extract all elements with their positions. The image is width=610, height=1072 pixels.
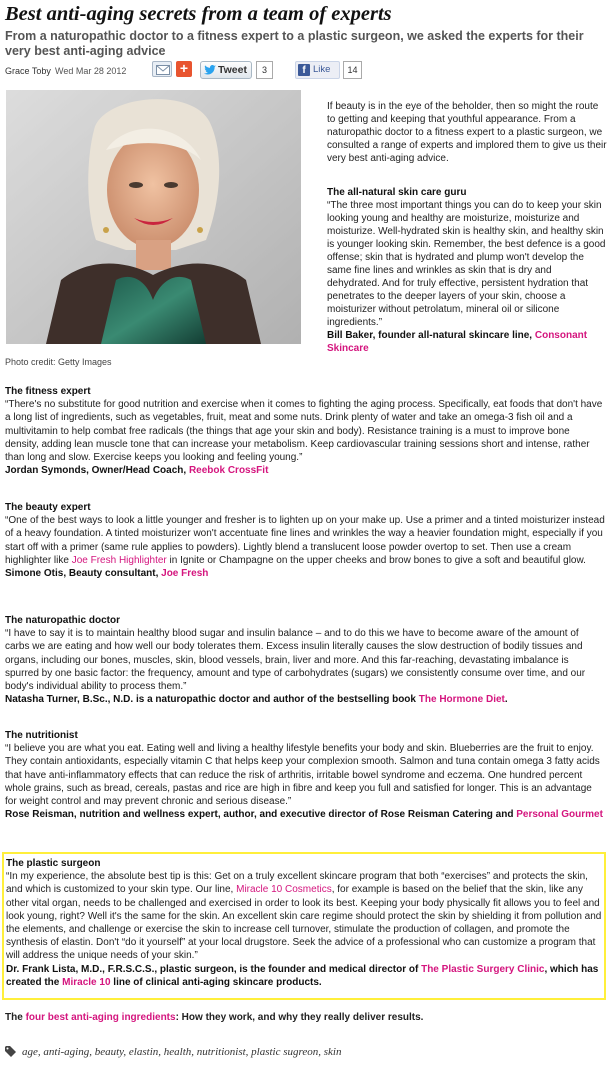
portrait-image (6, 90, 301, 344)
plastic-surgery-clinic-link[interactable]: The Plastic Surgery Clinic (421, 963, 545, 975)
article-subtitle: From a naturopathic doctor to a fitness expert to a plastic surgeon, we asked the experts for their very best anti-aging advice (5, 29, 584, 58)
section-signature: Dr. Frank Lista, M.D., F.R.S.C.S., plastic surgeon, is the founder and medical director of The Plastic Surgery Clinic, which has created the Miracle 10 line of clinical anti-aging skincare products. (6, 963, 599, 988)
intro-paragraph: If beauty is in the eye of the beholder, then so might the route to getting and keeping that youthful appearance. From a naturopathic doctor to a fitness expert to a plastic surgeon, we consulted a range of experts and implored them to give us their very best anti-aging advice. (327, 101, 607, 164)
section-signature: Rose Reisman, nutrition and wellness expert, author, and executive director of Rose Reisman Catering and Personal Gourmet (5, 809, 603, 821)
hormone-diet-link[interactable]: The Hormone Diet (418, 694, 505, 706)
tweet-label: Tweet (218, 64, 247, 76)
section-signature: Simone Otis, Beauty consultant, Joe Fresh (5, 568, 209, 580)
article-photo[interactable] (6, 90, 301, 344)
envelope-icon (156, 65, 170, 75)
facebook-icon: f (298, 64, 310, 76)
section-heading: The nutritionist (5, 730, 78, 741)
section-heading: The plastic surgeon (6, 858, 101, 869)
section-heading: The beauty expert (5, 502, 91, 513)
like-label: Like (313, 64, 331, 75)
tweet-button[interactable] (200, 61, 252, 79)
like-count: 14 (343, 61, 362, 79)
publish-date: Wed Mar 28 2012 (55, 66, 127, 76)
section-signature: Natasha Turner, B.Sc., N.D. is a naturopathic doctor and author of the bestselling book The Hormone Diet. (5, 694, 508, 706)
section-naturopathic (5, 614, 605, 706)
author-name[interactable]: Grace Toby (5, 66, 51, 76)
miracle-10-cosmetics-link[interactable]: Miracle 10 Cosmetics (236, 884, 332, 896)
section-plastic-surgeon (2, 852, 606, 1000)
email-share-button[interactable] (152, 61, 172, 77)
section-quote: “I believe you are what you eat. Eating well and living a healthy lifestyle benefits your body and skin. Blueberries are the fruit to enjoy. They contain antioxidants, especially vitamin C that helps keep your complexion smooth. Salmon and tuna contain omega 3 fatty acids that have anti-inflammatory effects that can reduce the risk of arthritis, irritable bowel syndrome and eczema. One hundred percent whole grains, such as bread, cereals, pastas and rice are high in fibre and keep you full and satisfied for longer. This is an advantage for weight control and may prevent chronic and serious disease.” (5, 743, 600, 808)
article-title: Best anti-aging secrets from a team of experts (5, 3, 392, 25)
section-signature: Jordan Symonds, Owner/Head Coach, Reebok CrossFit (5, 465, 269, 477)
plus-icon: + (179, 60, 189, 76)
plus-share-button[interactable] (176, 61, 192, 77)
personal-gourmet-link[interactable]: Personal Gourmet (516, 809, 603, 821)
consonant-skincare-link[interactable]: Consonant Skincare (327, 330, 588, 354)
section-heading: The all-natural skin care guru (327, 187, 467, 198)
section-quote: “One of the best ways to look a little younger and fresher is to lighten up on your make up. Use a primer and a tinted moisturizer instead of a heavy foundation. A tinted moisturizer won't accentuate fine lines and wrinkles the way a heavier foundation might, especially if you start off with a primer (same rule applies to powders). Lightly blend a translucent loose powder overtop to set. Then use a cream highlighter like Joe Fresh Highlighter in Ignite or Champagne on the upper cheeks and brow bones to give a soft and beautiful glow. (5, 515, 605, 566)
reebok-crossfit-link[interactable]: Reebok CrossFit (188, 465, 269, 477)
section-quote: “I have to say it is to maintain healthy blood sugar and insulin balance – and to do this we have to become aware of the amount of carbs we are eating and how well our body tolerates them. Excess insulin literally causes the slow destruction of bodily tissues and organs, including our bones, muscles, skin, blood vessels, brain, liver and more. And this far-reaching, devastating imbalance is spurred by one basic factor: the frequency, amount and type of carbohydrates (sugars) we consistently consume over time, and our body's individual ability to process them.” (5, 628, 586, 693)
tweet-count: 3 (256, 61, 273, 79)
tag-list[interactable] (5, 1046, 605, 1059)
joe-fresh-highlighter-link[interactable]: Joe Fresh Highlighter (71, 554, 167, 566)
related-article-line: The four best anti-aging ingredients: How they work, and why they really deliver results. (5, 1012, 424, 1023)
facebook-like-button[interactable] (295, 61, 340, 79)
photo-credit: Photo credit: Getty Images (5, 357, 112, 367)
tag-icon (5, 1046, 17, 1057)
section-beauty (5, 501, 605, 580)
twitter-bird-icon (204, 65, 216, 75)
section-skincare (327, 186, 607, 355)
byline (5, 61, 605, 79)
section-fitness (5, 385, 605, 477)
miracle-10-link[interactable]: Miracle 10 (62, 976, 111, 988)
section-quote: “In my experience, the absolute best tip is this: Get on a truly excellent skincare program that both “exercises” and protects the skin, and which is customized to your skin type. Our line, Miracle 10 Cosmetics, for example is based on the belief that the skin, like any other vital organ, needs to be challenged and exercised in order to look its best. Keeping your body physically fit allows you to feel and look young, right? Well it's the same for the skin. An excellent skin care regime should protect the skin by shielding it from pollution and the elements, and challenge or exercise the skin to increase cell turnover, stimulate the production of collagen, and promote the synthesis of elastin. Don't “do it yourself” at your local drugstore. Seek the advice of a professional who can customize a program that will address the unique needs of your skin.” (6, 871, 602, 962)
section-heading: The naturopathic doctor (5, 615, 120, 626)
joe-fresh-link[interactable]: Joe Fresh (161, 568, 209, 580)
section-nutritionist (5, 729, 605, 821)
tags-text[interactable]: age, anti-aging, beauty, elastin, health, nutritionist, plastic sugreon, skin (22, 1046, 342, 1058)
anti-aging-ingredients-link[interactable]: four best anti-aging ingredients (25, 1012, 176, 1023)
section-quote: “The three most important things you can do to keep your skin looking young and healthy are moisturize, moisturize and moisturize. Well-hydrated skin is healthy skin, and healthy skin is younger looking skin. Remember, the best defence is a good offense; skin that is hydrated and plump won't develop the same fine lines and wrinkles as skin that is dry and dehydrated. And for truly effective, persistent hydration that penetrates to the deeper layers of your skin, choose a moisturizer without petrolatum, mineral oil or silicone ingredients.” (327, 200, 606, 328)
section-signature: Bill Baker, founder all-natural skincare line, Consonant Skincare (327, 330, 588, 354)
section-heading: The fitness expert (5, 386, 91, 397)
section-quote: “There's no substitute for good nutrition and exercise when it comes to fighting the aging process. Specifically, eat foods that don't have a long list of ingredients, such as vegetables, fruit, meat and some nuts. Drink plenty of water and take an omega-3 fish oil and a multivitamin to help combat free radicals (the things that age your skin and body). Resistance training is a must to improve bone density, adding lean muscle tone that can increase your metabolism. Keep cardiovascular training sessions short and intense, rather than long and slow. Exercise keeps you looking and feeling young.” (5, 399, 603, 464)
